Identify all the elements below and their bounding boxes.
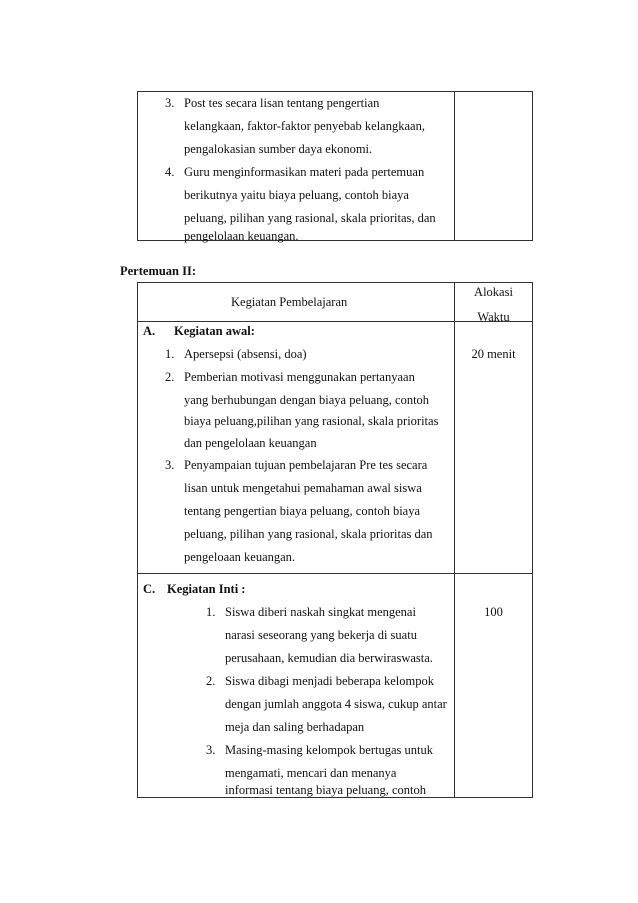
list-item-number: 3. <box>206 743 216 757</box>
header-time-line2: Waktu <box>477 310 510 324</box>
list-item-text: perusahaan, kemudian dia berwiraswasta. <box>225 651 433 665</box>
list-item-text: pengelolaan keuangan. <box>184 229 299 243</box>
section-title: Kegiatan Inti : <box>167 582 246 596</box>
list-item-text: pengalokasian sumber daya ekonomi. <box>184 142 373 156</box>
list-item-number: 4. <box>165 165 175 179</box>
list-item-text: meja dan saling berhadapan <box>225 720 365 734</box>
list-item-number: 2. <box>165 370 175 384</box>
list-item-text: dengan jumlah anggota 4 siswa, cukup antar <box>225 697 447 711</box>
list-item-text: Guru menginformasikan materi pada pertemuan <box>184 165 425 179</box>
list-item-text: Siswa dibagi menjadi beberapa kelompok <box>225 674 434 688</box>
table-row-divider <box>137 573 533 574</box>
list-item-text: Penyampaian tujuan pembelajaran Pre tes secara <box>184 458 428 472</box>
header-time-line1: Alokasi <box>474 285 513 299</box>
section-time <box>454 604 533 620</box>
list-item-text: peluang, pilihan yang rasional, skala prioritas dan <box>184 527 433 541</box>
list-item-text: Post tes secara lisan tentang pengertian <box>184 96 380 110</box>
time-value: 100 <box>484 605 503 619</box>
list-item-text: Apersepsi (absensi, doa) <box>184 347 307 361</box>
list-item-text: lisan untuk mengetahui pemahaman awal siswa <box>184 481 422 495</box>
list-item-text: mengamati, mencari dan menanya <box>225 766 397 780</box>
list-item-text: Pemberian motivasi menggunakan pertanyaan <box>184 370 415 384</box>
list-item-text: informasi tentang biaya peluang, contoh <box>225 783 426 797</box>
list-item-number: 1. <box>206 605 216 619</box>
time-value: 20 menit <box>471 347 516 361</box>
list-item-text: tentang pengertian biaya peluang, contoh biaya <box>184 504 421 518</box>
list-item-text: dan pengelolaan keuangan <box>184 436 317 450</box>
table-column-divider <box>454 91 455 241</box>
section-heading: Pertemuan II: <box>120 264 197 278</box>
section-title: Kegiatan awal: <box>174 324 255 338</box>
list-item-text: biaya peluang,pilihan yang rasional, skala prioritas <box>184 414 439 428</box>
list-item-text: yang berhubungan dengan biaya peluang, contoh <box>184 393 430 407</box>
list-item-number: 1. <box>165 347 175 361</box>
list-item-text: pengeloaan keuangan. <box>184 550 296 564</box>
section-letter: C. <box>143 582 156 596</box>
list-item-text: Masing-masing kelompok bertugas untuk <box>225 743 433 757</box>
list-item-text: narasi seseorang yang bekerja di suatu <box>225 628 417 642</box>
list-item-text: Siswa diberi naskah singkat mengenai <box>225 605 416 619</box>
header-time <box>454 284 533 325</box>
header-activity: Kegiatan Pembelajaran <box>231 295 348 309</box>
list-item-number: 3. <box>165 96 175 110</box>
list-item-number: 2. <box>206 674 216 688</box>
list-item-number: 3. <box>165 458 175 472</box>
list-item-text: berikutnya yaitu biaya peluang, contoh biaya <box>184 188 409 202</box>
list-item-text: peluang, pilihan yang rasional, skala prioritas, dan <box>184 211 436 225</box>
section-letter: A. <box>143 324 156 338</box>
section-time <box>454 346 533 362</box>
list-item-text: kelangkaan, faktor-faktor penyebab kelangkaan, <box>184 119 425 133</box>
